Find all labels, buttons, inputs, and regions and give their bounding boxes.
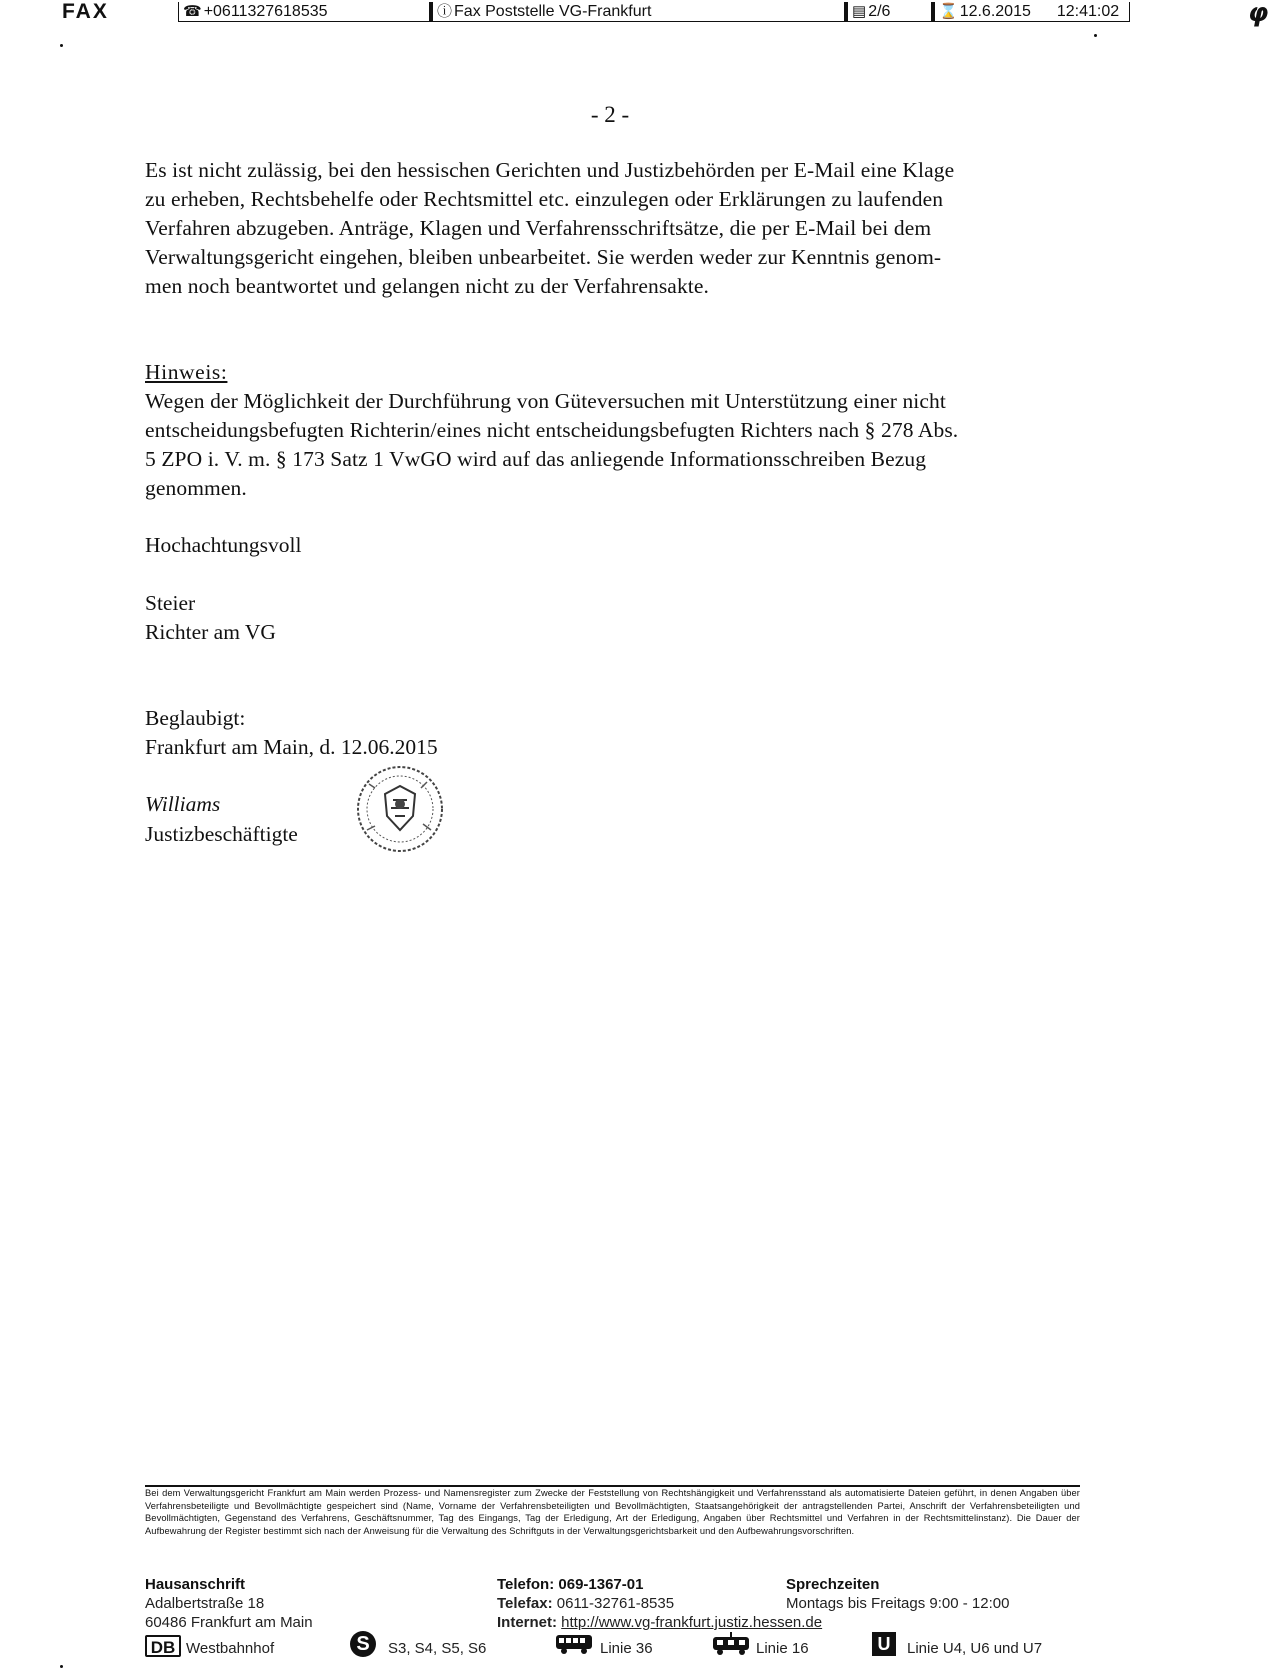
document-icon: ▤ — [852, 3, 867, 20]
telephone-icon: ☎ — [183, 3, 202, 20]
fax-timestamp — [932, 2, 1130, 22]
court-phone: Telefon: 069-1367-01 — [497, 1576, 644, 1593]
paragraph-line: Verfahren abzugeben. Anträge, Klagen und Verfahrensschriftsätze, die per E-Mail bei dem — [145, 216, 932, 240]
info-circle-icon: ⓘ — [437, 3, 453, 20]
paragraph-line: 5 ZPO i. V. m. § 173 Satz 1 VwGO wird auf das anliegende Informationsschreiben Bezug — [145, 447, 927, 471]
certified-place-date: Frankfurt am Main, d. 12.06.2015 — [145, 735, 438, 759]
paragraph-line: Verwaltungsgericht eingehen, bleiben unbearbeitet. Sie werden weder zur Kenntnis genom- — [145, 245, 942, 269]
transit-u-lines: Linie U4, U6 und U7 — [907, 1640, 1043, 1657]
s-bahn-logo: S — [350, 1631, 376, 1657]
mediation-notice-paragraph — [145, 387, 1075, 503]
fax-field-label: Telefax: — [497, 1595, 553, 1612]
scan-speck — [60, 44, 63, 47]
clerk-title: Justizbeschäftigte — [145, 822, 298, 846]
fax-pages-text: 2/6 — [868, 3, 891, 20]
fax-time: 12:41:02 — [1056, 3, 1120, 20]
address-street: Adalbertstraße 18 — [145, 1595, 265, 1612]
u-bahn-logo: U — [872, 1632, 896, 1656]
notice-heading: Hinweis: — [145, 360, 228, 384]
transit-tram-line: Linie 16 — [756, 1640, 809, 1657]
certified-label: Beglaubigt: — [145, 706, 246, 730]
official-seal-stamp — [355, 764, 445, 854]
paragraph-line: men noch beantwortet und gelangen nicht zu der Verfahrensakte. — [145, 274, 709, 298]
fax-sender-phone — [178, 2, 430, 22]
fax-sender-name — [430, 2, 845, 22]
fax-phone-number: +0611327618535 — [203, 3, 328, 20]
court-internet — [497, 1614, 822, 1632]
address-heading: Hausanschrift — [145, 1576, 246, 1593]
fax-date: 12.6.2015 — [959, 3, 1031, 20]
signer-name: Steier — [145, 591, 196, 615]
paragraph-line: entscheidungsbefugten Richterin/eines nicht entscheidungsbefugten Richters nach § 278 Abs. — [145, 418, 959, 442]
fax-field-number: 0611-32761-8535 — [556, 1595, 675, 1612]
register-privacy-notice: Bei dem Verwaltungsgericht Frankfurt am Main werden Prozess- und Namensregister zum Zwecke der Feststellung von Rechtshängigkeit und Verfahrensstand als automatisierte Dateien geführt, in denen Angaben über Verfahrensbeteiligte und Bevollmächtigte gespeichert sind (Name, Vorname der Verfahrensbeteiligten und Bevollmächtigten, Staatsangehörigkeit der antragstellenden Partei, Anschrift der Verfahrensbeteiligten und Bevollmächtigten, Gegenstand des Verfahrens, Geschäftsnummer, Tag des Eingangs, Tag der Erledigung, Art der Erledigung, Angaben über Rechtsmittel und Verfahren in der Rechtsmittelinstanz). Die Dauer der Aufbewahrung der Register bestimmt sich nach der Anweisung für die Verwaltung des Schriftguts in der Verwaltungsgerichtsbarkeit und den Aufbewahrungsvorschriften. — [145, 1488, 1080, 1536]
fax-corner-mark: φ — [1248, 0, 1269, 28]
clerk-signature: Williams — [145, 792, 221, 816]
page-number: - 2 - — [590, 102, 630, 127]
fax-page-count — [845, 2, 932, 22]
court-website-link[interactable]: http://www.vg-frankfurt.justiz.hessen.de — [561, 1614, 823, 1631]
db-rail-logo: DB — [145, 1635, 181, 1657]
email-notice-paragraph — [145, 156, 1075, 301]
paragraph-line: genommen. — [145, 476, 247, 500]
bus-icon — [555, 1633, 593, 1660]
paragraph-line: Wegen der Möglichkeit der Durchführung von Güteversuchen mit Unterstützung einer nicht — [145, 389, 946, 413]
address-city: 60486 Frankfurt am Main — [145, 1614, 313, 1631]
transit-db-stop: Westbahnhof — [186, 1640, 275, 1657]
court-fax — [497, 1595, 674, 1613]
fax-label: FAX — [62, 0, 109, 23]
transit-bus-line: Linie 36 — [600, 1640, 653, 1657]
tram-icon — [712, 1632, 750, 1661]
paragraph-line: zu erheben, Rechtsbehelfe oder Rechtsmittel etc. einzulegen oder Erklärungen zu laufenden — [145, 187, 944, 211]
internet-field-label: Internet: — [497, 1614, 557, 1631]
office-hours-heading: Sprechzeiten — [786, 1576, 880, 1593]
scan-speck — [60, 1665, 63, 1668]
scan-speck — [1094, 34, 1097, 37]
hourglass-icon: ⌛ — [939, 3, 958, 20]
paragraph-line: Es ist nicht zulässig, bei den hessischen Gerichten und Justizbehörden per E-Mail eine Klage — [145, 158, 955, 182]
office-hours: Montags bis Freitags 9:00 - 12:00 — [786, 1595, 1010, 1612]
transit-s-lines: S3, S4, S5, S6 — [388, 1640, 487, 1657]
signer-title: Richter am VG — [145, 620, 276, 644]
closing-salutation: Hochachtungsvoll — [145, 533, 302, 557]
fax-sender-text: Fax Poststelle VG-Frankfurt — [454, 3, 652, 20]
